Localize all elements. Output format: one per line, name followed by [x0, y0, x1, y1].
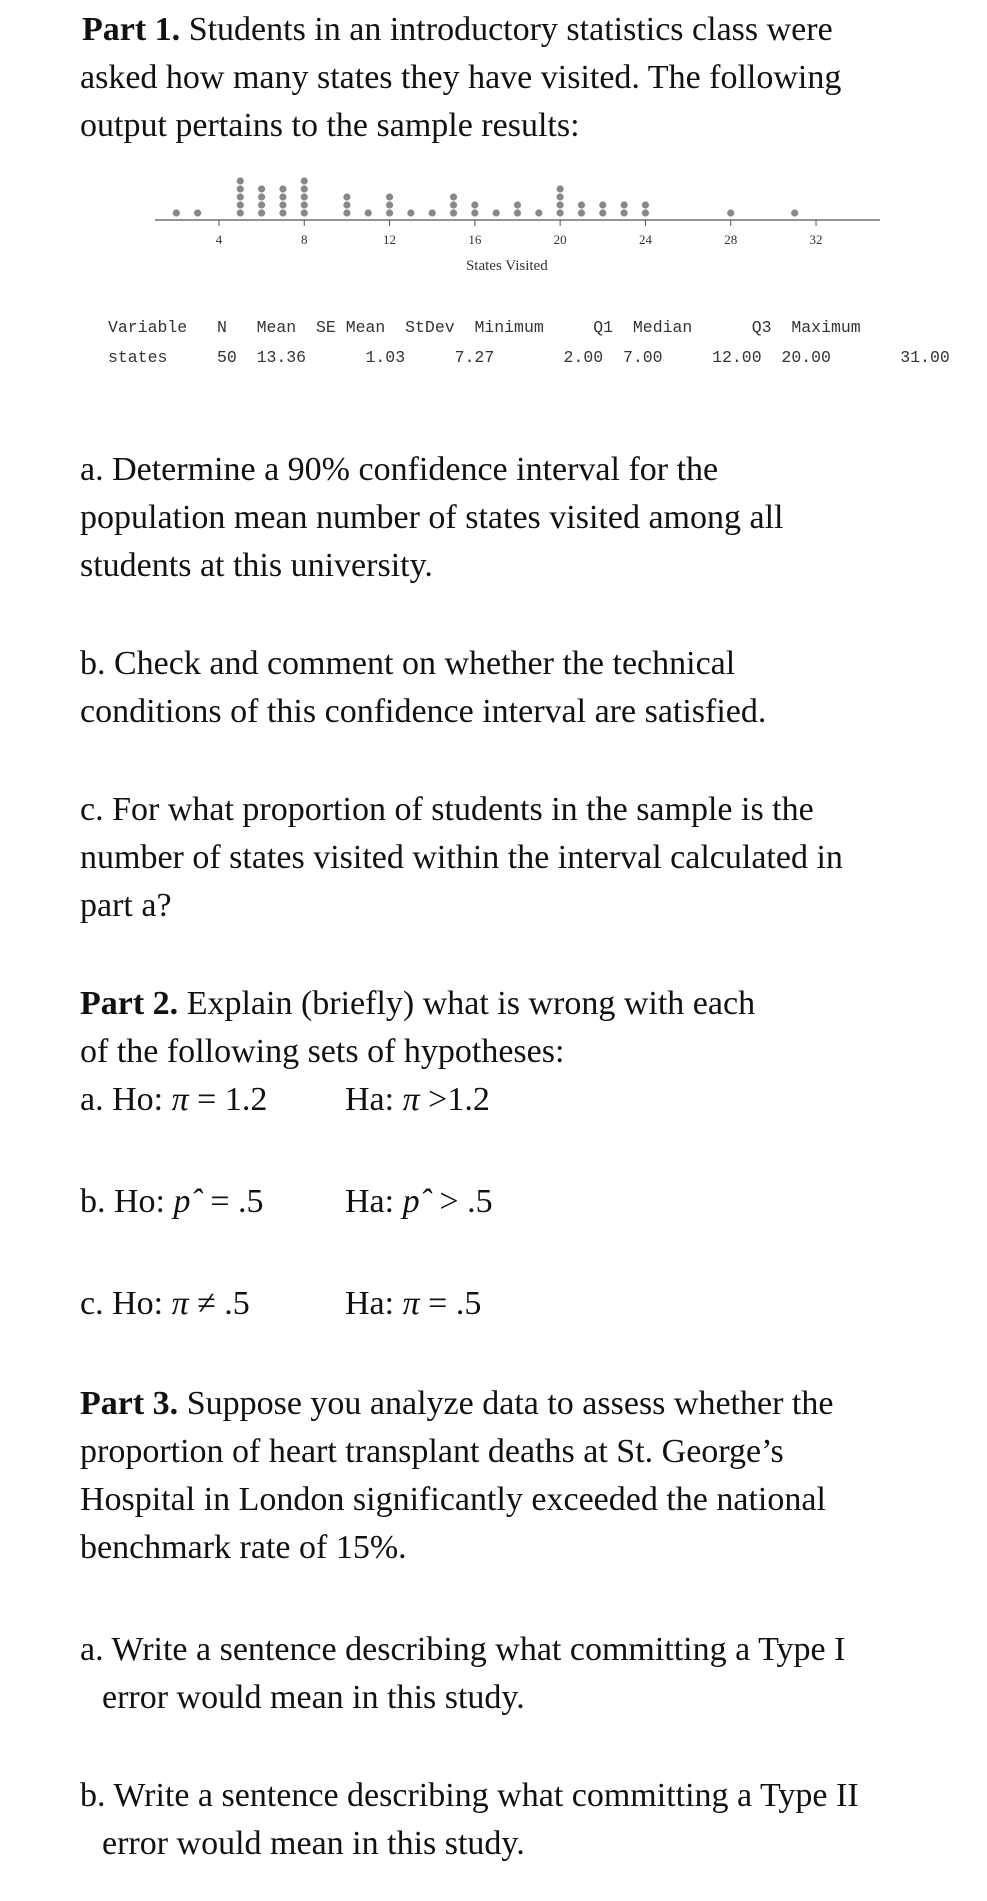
data-dot: [557, 185, 564, 192]
x-tick-label: 16: [468, 232, 482, 247]
data-dot: [429, 209, 436, 216]
data-dot: [301, 177, 308, 184]
hdr-minimum: Minimum: [474, 318, 544, 337]
part3-text-line3: Hospital in London significantly exceeded the national: [80, 1481, 826, 1518]
part1-a-line3: students at this university.: [80, 547, 433, 584]
hdr-n: N: [216, 318, 227, 337]
data-dot: [557, 193, 564, 200]
data-dot: [642, 201, 649, 208]
data-dot: [599, 209, 606, 216]
data-dot: [301, 193, 308, 200]
dotplot-chart: [140, 160, 900, 290]
data-dot: [279, 209, 286, 216]
data-dot: [578, 209, 585, 216]
hyp-b-alt: [345, 1178, 493, 1226]
cell-mean: 13.36: [256, 348, 307, 367]
data-dot: [578, 201, 585, 208]
data-dot: [237, 201, 244, 208]
summary-stats-header: [108, 318, 861, 337]
data-dot: [599, 201, 606, 208]
part1-c-line2: number of states visited within the interval calculated in: [80, 839, 843, 876]
data-dot: [237, 185, 244, 192]
data-dot: [386, 193, 393, 200]
part1-intro: [82, 6, 972, 54]
part3-text-line4: benchmark rate of 15%.: [80, 1529, 407, 1566]
hyp-c-null: [80, 1280, 250, 1328]
x-tick-label: 8: [301, 232, 308, 247]
hdr-maximum: Maximum: [791, 318, 861, 337]
data-dot: [237, 177, 244, 184]
data-dot: [791, 209, 798, 216]
data-dot: [194, 209, 201, 216]
hdr-q1: Q1: [593, 318, 614, 337]
x-tick-label: 32: [809, 232, 823, 247]
pi-symbol: π: [402, 1285, 420, 1322]
hdr-mean: Mean: [256, 318, 297, 337]
hdr-stdev: StDev: [405, 318, 455, 337]
data-dot: [386, 201, 393, 208]
cell-variable: states: [108, 348, 168, 367]
data-dot: [173, 209, 180, 216]
hyp-b-null: [80, 1178, 264, 1226]
data-dot: [386, 209, 393, 216]
hyp-c-ho-value: ≠ .5: [197, 1285, 250, 1322]
part3-a-line1: a. Write a sentence describing what committing a Type I: [80, 1631, 846, 1668]
hyp-a-ho-label: a. Ho:: [80, 1081, 164, 1118]
data-dot: [727, 209, 734, 216]
data-dot: [279, 185, 286, 192]
hyp-a-alt: [345, 1076, 490, 1124]
data-dot: [279, 201, 286, 208]
hyp-b-ha-value: > .5: [439, 1183, 493, 1220]
part2-text-line1: Explain (briefly) what is wrong with each: [186, 985, 756, 1022]
cell-se-mean: 1.03: [365, 348, 406, 367]
data-dot: [557, 201, 564, 208]
part1-text-line1: Students in an introductory statistics class were: [188, 11, 833, 48]
cell-median: 12.00: [712, 348, 762, 367]
part3-b-line2: error would mean in this study.: [102, 1825, 525, 1862]
data-dot: [301, 209, 308, 216]
phat-symbol: pˆ: [402, 1183, 431, 1220]
data-dot: [535, 209, 542, 216]
hdr-se-mean: SE Mean: [315, 318, 386, 337]
data-dot: [258, 185, 265, 192]
hdr-median: Median: [632, 318, 693, 337]
hyp-a-ha-value: >1.2: [428, 1081, 490, 1118]
hyp-b-ho-value: = .5: [210, 1183, 264, 1220]
data-dot: [471, 209, 478, 216]
data-dot: [301, 185, 308, 192]
hyp-c-ho-label: c. Ho:: [80, 1285, 164, 1322]
data-dot: [450, 209, 457, 216]
hyp-c-alt: [345, 1280, 481, 1328]
pi-symbol: π: [402, 1081, 420, 1118]
part1-c-line1: c. For what proportion of students in the sample is the: [80, 791, 814, 828]
cell-q1: 7.00: [622, 348, 663, 367]
x-tick-label: 12: [383, 232, 397, 247]
part2-intro-line1: [80, 980, 755, 1028]
cell-q3: 20.00: [781, 348, 831, 367]
data-dot: [343, 201, 350, 208]
data-dot: [258, 209, 265, 216]
cell-minimum: 2.00: [563, 348, 604, 367]
data-dot: [621, 209, 628, 216]
hyp-a-null: [80, 1076, 267, 1124]
part3-text-line1: Suppose you analyze data to assess whether the: [186, 1385, 834, 1422]
hyp-c-ha-value: = .5: [428, 1285, 482, 1322]
part1-a-line1: a. Determine a 90% confidence interval for the: [80, 451, 719, 488]
data-dot: [514, 201, 521, 208]
data-dot: [365, 209, 372, 216]
hdr-q3: Q3: [751, 318, 772, 337]
data-dot: [621, 201, 628, 208]
data-dot: [343, 193, 350, 200]
x-axis-label: States Visited: [465, 258, 548, 274]
x-tick-label: 28: [724, 232, 738, 247]
pi-symbol: π: [171, 1081, 189, 1118]
x-tick-label: 24: [638, 232, 652, 247]
cell-n: 50: [216, 348, 237, 367]
data-dot: [301, 201, 308, 208]
data-dot: [450, 201, 457, 208]
part3-a-line2: error would mean in this study.: [102, 1679, 525, 1716]
hyp-c-ha-label: Ha:: [345, 1285, 395, 1322]
data-dot: [407, 209, 414, 216]
data-dot: [471, 201, 478, 208]
x-tick-label: 4: [215, 232, 223, 247]
data-dot: [343, 209, 350, 216]
data-dot: [237, 193, 244, 200]
data-dot: [258, 201, 265, 208]
part3-label: Part 3.: [80, 1385, 179, 1422]
part1-b-line2: conditions of this confidence interval are satisfied.: [80, 693, 767, 730]
part2-label: Part 2.: [80, 985, 179, 1022]
part1-text-line2: asked how many states they have visited. The following: [80, 59, 842, 96]
data-dot: [450, 193, 457, 200]
hyp-b-ho-label: b. Ho:: [80, 1183, 165, 1220]
data-dot: [514, 209, 521, 216]
data-dot: [642, 209, 649, 216]
pi-symbol: π: [171, 1285, 189, 1322]
part3-text-line2: proportion of heart transplant deaths at St. George’s: [80, 1433, 784, 1470]
cell-maximum: 31.00: [900, 348, 950, 367]
part1-c-line3: part a?: [80, 887, 172, 924]
data-dot: [557, 209, 564, 216]
data-dot: [258, 193, 265, 200]
summary-stats-row: [108, 348, 950, 367]
data-dot: [279, 193, 286, 200]
part3-intro-line1: [80, 1380, 833, 1428]
hdr-variable: Variable: [108, 318, 188, 337]
hyp-a-ho-value: = 1.2: [197, 1081, 268, 1118]
part3-b-line1: b. Write a sentence describing what committing a Type II: [80, 1777, 859, 1814]
x-tick-label: 20: [553, 232, 567, 247]
phat-symbol: pˆ: [173, 1183, 202, 1220]
part2-text-line2: of the following sets of hypotheses:: [80, 1033, 565, 1070]
part1-label: Part 1.: [82, 11, 181, 48]
data-dot: [237, 209, 244, 216]
hyp-a-ha-label: Ha:: [345, 1081, 395, 1118]
data-dot: [493, 209, 500, 216]
part1-a-line2: population mean number of states visited among all: [80, 499, 784, 536]
cell-stdev: 7.27: [454, 348, 495, 367]
part1-text-line3: output pertains to the sample results:: [80, 107, 580, 144]
part1-b-line1: b. Check and comment on whether the technical: [80, 645, 736, 682]
hyp-b-ha-label: Ha:: [345, 1183, 395, 1220]
